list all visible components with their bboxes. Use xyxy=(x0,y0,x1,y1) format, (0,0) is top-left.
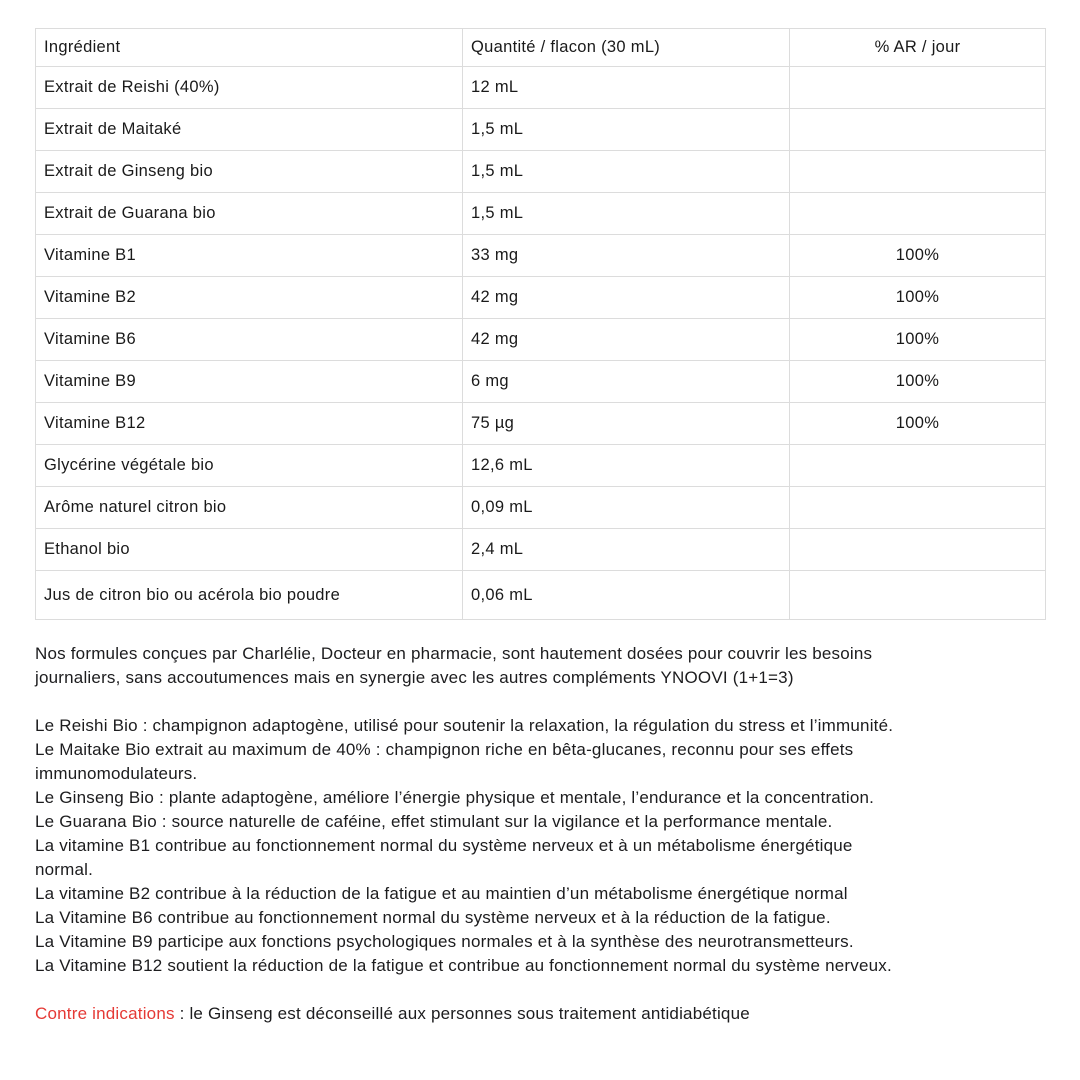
table-row xyxy=(36,529,1046,571)
quantity-cell: 1,5 mL xyxy=(463,109,790,151)
ingredient-cell: Extrait de Guarana bio xyxy=(36,193,463,235)
detail-line: La Vitamine B6 contribue au fonctionnement normal du système nerveux et à la réduction de la fatigue. xyxy=(35,908,831,927)
quantity-cell: 33 mg xyxy=(463,235,790,277)
table-row xyxy=(36,235,1046,277)
header-quantity: Quantité / flacon (30 mL) xyxy=(463,29,790,67)
ingredient-cell: Extrait de Maitaké xyxy=(36,109,463,151)
detail-line: La vitamine B2 contribue à la réduction de la fatigue et au maintien d’un métabolisme énergétique normal xyxy=(35,884,848,903)
table-row xyxy=(36,319,1046,361)
contraindication-paragraph xyxy=(35,1002,1045,1026)
table-row xyxy=(36,277,1046,319)
header-ar-percent: % AR / jour xyxy=(790,29,1046,67)
ingredient-cell: Ethanol bio xyxy=(36,529,463,571)
table-row xyxy=(36,151,1046,193)
ingredient-cell: Vitamine B2 xyxy=(36,277,463,319)
detail-line: La Vitamine B12 soutient la réduction de la fatigue et contribue au fonctionnement normal du système nerveux. xyxy=(35,956,892,975)
detail-line: Le Guarana Bio : source naturelle de caféine, effet stimulant sur la vigilance et la performance mentale. xyxy=(35,812,833,831)
contraindication-label: Contre indications xyxy=(35,1004,175,1023)
table-row xyxy=(36,571,1046,620)
ar-cell xyxy=(790,487,1046,529)
table-row xyxy=(36,67,1046,109)
ar-cell: 100% xyxy=(790,235,1046,277)
ar-cell xyxy=(790,151,1046,193)
ar-cell xyxy=(790,445,1046,487)
detail-line: normal. xyxy=(35,860,94,879)
ar-cell: 100% xyxy=(790,403,1046,445)
ar-cell xyxy=(790,67,1046,109)
quantity-cell: 1,5 mL xyxy=(463,151,790,193)
ingredient-cell: Vitamine B9 xyxy=(36,361,463,403)
ingredient-details-paragraph xyxy=(35,714,1045,978)
table-header-row xyxy=(36,29,1046,67)
quantity-cell: 12 mL xyxy=(463,67,790,109)
ar-cell: 100% xyxy=(790,277,1046,319)
detail-line: La vitamine B1 contribue au fonctionnement normal du système nerveux et à un métabolisme énergétique xyxy=(35,836,853,855)
quantity-cell: 42 mg xyxy=(463,319,790,361)
quantity-cell: 0,09 mL xyxy=(463,487,790,529)
table-row xyxy=(36,487,1046,529)
quantity-cell: 1,5 mL xyxy=(463,193,790,235)
quantity-cell: 6 mg xyxy=(463,361,790,403)
ingredients-table xyxy=(35,28,1046,620)
table-row xyxy=(36,361,1046,403)
contraindication-text: : le Ginseng est déconseillé aux personnes sous traitement antidiabétique xyxy=(174,1004,750,1023)
table-row xyxy=(36,193,1046,235)
detail-line: La Vitamine B9 participe aux fonctions psychologiques normales et à la synthèse des neurotransmetteurs. xyxy=(35,932,854,951)
ingredient-cell: Arôme naturel citron bio xyxy=(36,487,463,529)
table-row xyxy=(36,445,1046,487)
intro-paragraph xyxy=(35,642,1045,690)
ar-cell: 100% xyxy=(790,361,1046,403)
ar-cell xyxy=(790,109,1046,151)
ar-cell xyxy=(790,529,1046,571)
quantity-cell: 0,06 mL xyxy=(463,571,790,620)
ingredient-cell: Extrait de Reishi (40%) xyxy=(36,67,463,109)
detail-line: immunomodulateurs. xyxy=(35,764,198,783)
intro-line: Nos formules conçues par Charlélie, Docteur en pharmacie, sont hautement dosées pour couvrir les besoins xyxy=(35,644,873,663)
ingredient-cell: Vitamine B1 xyxy=(36,235,463,277)
ar-cell: 100% xyxy=(790,319,1046,361)
detail-line: Le Maitake Bio extrait au maximum de 40% : champignon riche en bêta-glucanes, reconnu pour ses effets xyxy=(35,740,854,759)
quantity-cell: 42 mg xyxy=(463,277,790,319)
ingredient-cell: Glycérine végétale bio xyxy=(36,445,463,487)
ingredient-cell: Extrait de Ginseng bio xyxy=(36,151,463,193)
table-row xyxy=(36,403,1046,445)
header-ingredient: Ingrédient xyxy=(36,29,463,67)
ingredient-cell: Jus de citron bio ou acérola bio poudre xyxy=(36,571,463,620)
ar-cell xyxy=(790,571,1046,620)
ingredient-cell: Vitamine B12 xyxy=(36,403,463,445)
quantity-cell: 12,6 mL xyxy=(463,445,790,487)
detail-line: Le Reishi Bio : champignon adaptogène, utilisé pour soutenir la relaxation, la régulation du stress et l’immunité. xyxy=(35,716,894,735)
ingredient-cell: Vitamine B6 xyxy=(36,319,463,361)
quantity-cell: 2,4 mL xyxy=(463,529,790,571)
detail-line: Le Ginseng Bio : plante adaptogène, améliore l’énergie physique et mentale, l’endurance et la concentration. xyxy=(35,788,875,807)
quantity-cell: 75 µg xyxy=(463,403,790,445)
ar-cell xyxy=(790,193,1046,235)
intro-line: journaliers, sans accoutumences mais en synergie avec les autres compléments YNOOVI (1+1=3) xyxy=(35,668,794,687)
table-row xyxy=(36,109,1046,151)
